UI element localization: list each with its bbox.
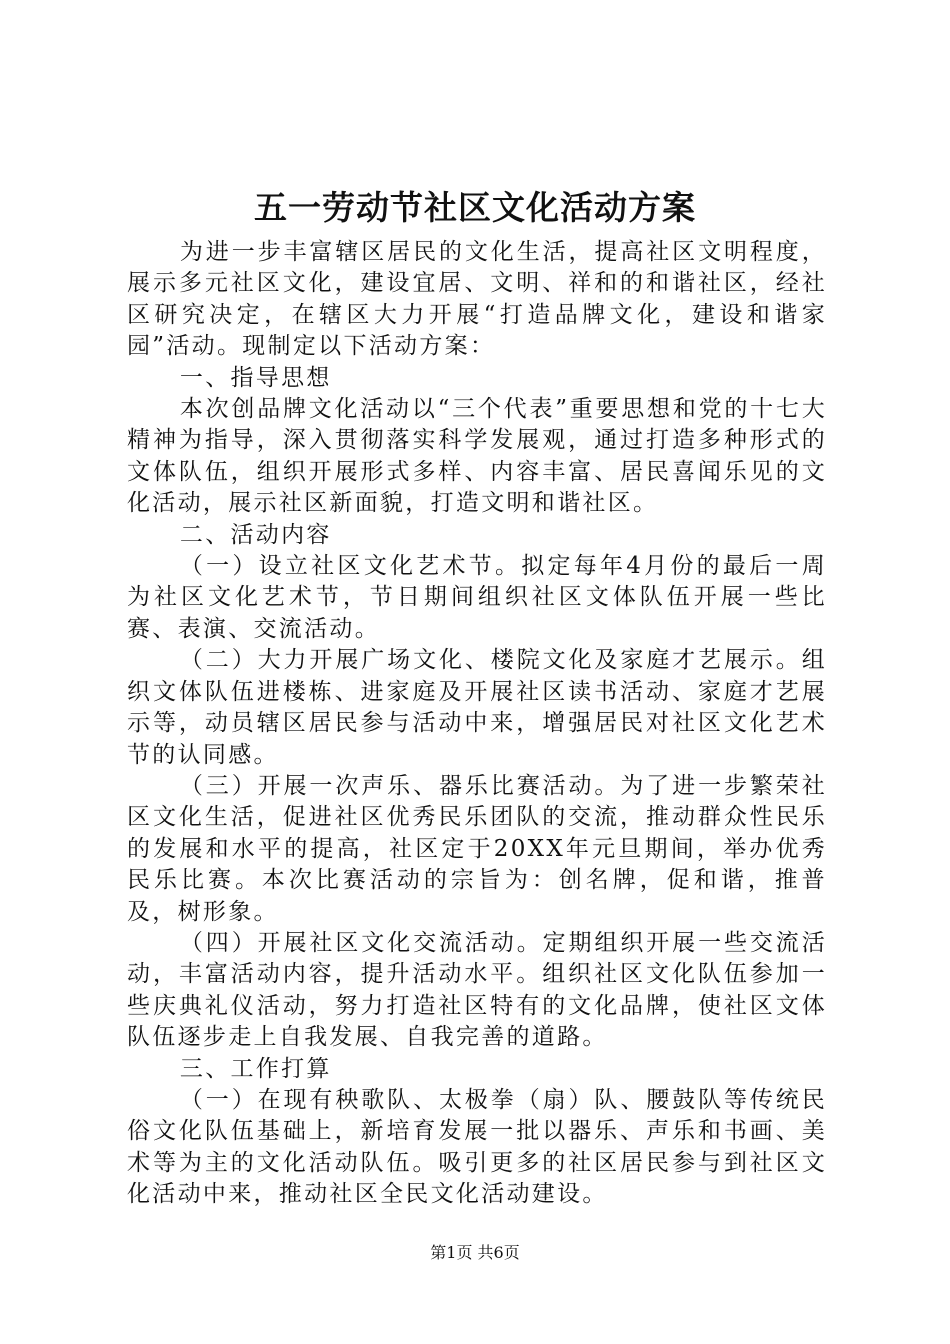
section-heading-guiding-thought: 一、指导思想 bbox=[179, 364, 332, 391]
section-heading-work-plan: 三、工作打算 bbox=[179, 1055, 332, 1082]
section-heading-activity-content: 二、活动内容 bbox=[179, 521, 332, 548]
document-title: 五一劳动节社区文化活动方案 bbox=[254, 188, 696, 227]
paragraph-activity-1: （一）设立社区文化艺术节。拟定每年4月份的最后一周为社区文化艺术节，节日期间组织社区文体队伍开展一些比赛、表演、交流活动。 bbox=[127, 553, 827, 642]
page-number-label: 第1页 共6页 bbox=[430, 1243, 520, 1262]
page-footer bbox=[0, 1242, 950, 1264]
paragraph-activity-2: （二）大力开展广场文化、楼院文化及家庭才艺展示。组织文体队伍进楼栋、进家庭及开展社区读书活动、家庭才艺展示等，动员辖区居民参与活动中来，增强居民对社区文化艺术节的认同感。 bbox=[127, 647, 827, 768]
paragraph-guiding-thought: 本次创品牌文化活动以“三个代表”重要思想和党的十七大精神为指导，深入贯彻落实科学发展观，通过打造多种形式的文体队伍，组织开展形式多样、内容丰富、居民喜闻乐见的文化活动，展示社区新面貌，打造文明和谐社区。 bbox=[127, 396, 827, 517]
document-body bbox=[127, 237, 827, 1211]
paragraph-work-plan-1: （一）在现有秧歌队、太极拳（扇）队、腰鼓队等传统民俗文化队伍基础上，新培育发展一批以器乐、声乐和书画、美术等为主的文化活动队伍。吸引更多的社区居民参与到社区文化活动中来，推动社区全民文化活动建设。 bbox=[127, 1086, 827, 1208]
paragraph-activity-3: （三）开展一次声乐、器乐比赛活动。为了进一步繁荣社区文化生活，促进社区优秀民乐团队的交流，推动群众性民乐的发展和水平的提高，社区定于20XX年元旦期间，举办优秀民乐比赛。本次比赛活动的宗旨为：创名牌，促和谐，推普及，树形象。 bbox=[127, 772, 827, 925]
paragraph-intro: 为进一步丰富辖区居民的文化生活，提高社区文明程度，展示多元社区文化，建设宜居、文明、祥和的和谐社区，经社区研究决定，在辖区大力开展“打造品牌文化，建设和谐家园”活动。现制定以下活动方案： bbox=[127, 239, 827, 360]
paragraph-activity-4: （四）开展社区文化交流活动。定期组织开展一些交流活动，丰富活动内容，提升活动水平。组织社区文化队伍参加一些庆典礼仪活动，努力打造社区特有的文化品牌，使社区文体队伍逐步走上自我发展、自我完善的道路。 bbox=[127, 929, 827, 1051]
